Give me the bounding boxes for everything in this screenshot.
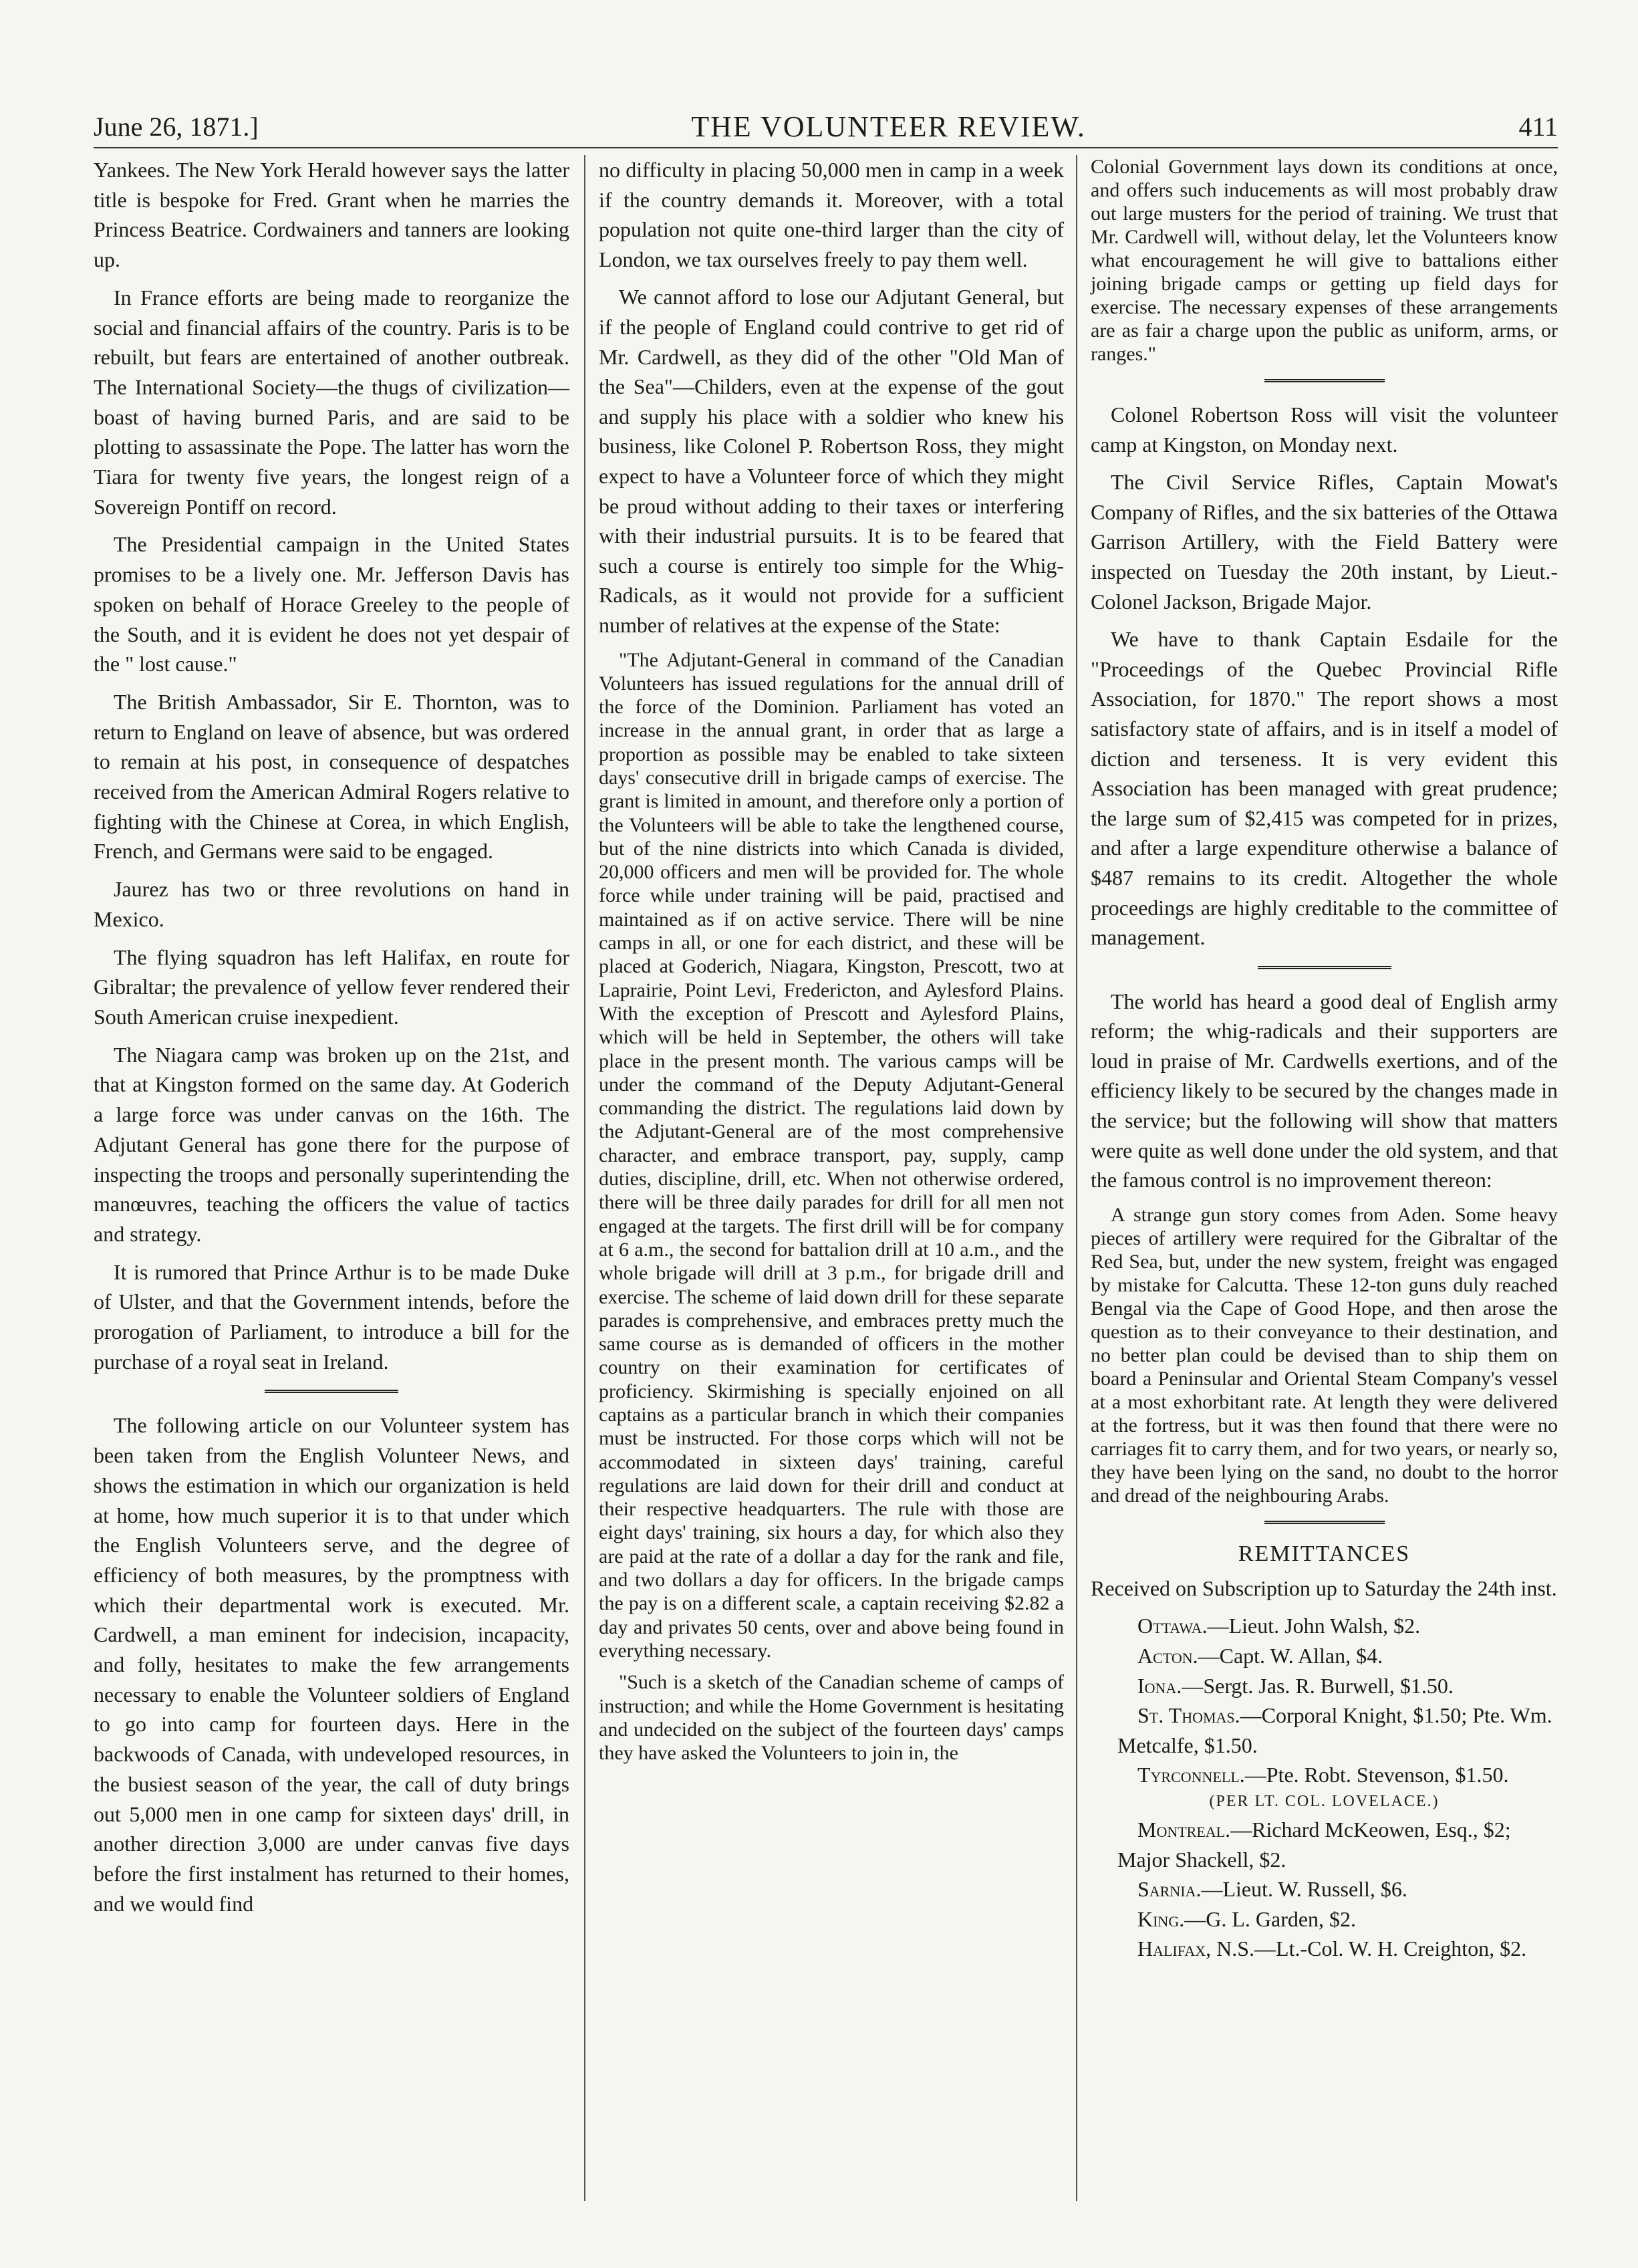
- remittance-place: King.: [1137, 1906, 1185, 1931]
- remittance-detail: —Richard McKeowen, Esq., $2; Major Shackell, $2.: [1117, 1817, 1511, 1872]
- paragraph: We have to thank Captain Esdaile for the "Proceedings of the Quebec Provincial Rifle Association, for 1870." The report shows a most satisfactory state of affairs, and is in itself a model of diction and terseness. It is very evident this Association has been managed with great prudence; the large sum of $2,415 was competed for in prizes, and after a large expenditure otherwise a balance of $487 remains to its credit. Altogether the whole proceedings are highly creditable to the committee of management.: [1091, 627, 1558, 950]
- remittance-detail: —Lieut. John Walsh, $2.: [1207, 1614, 1421, 1638]
- remittance-entry: [1091, 1874, 1558, 1904]
- remittance-entry: [1091, 1760, 1558, 1790]
- column-2: [584, 155, 1076, 2201]
- paragraph: The world has heard a good deal of English army reform; the whig-radicals and their supporters are loud in praise of Mr. Cardwells exertions, and of the efficiency likely to be secured by the changes made in the service; but the following will show that matters were quite as well done under the old system, and that the famous control is no improvement thereon:: [1091, 989, 1558, 1192]
- paragraph: In France efforts are being made to reorganize the social and financial affairs of the country. Paris is to be rebuilt, but fears are entertained of another outbreak. The International Society—the thugs of civilization—boast of having burned Paris, and are said to be plotting to assassinate the Pope. The latter has worn the Tiara for twenty five years, the longest reign of a Sovereign Pontiff on record.: [94, 285, 569, 519]
- section-divider: [1264, 379, 1385, 382]
- remittances-subheading: (PER LT. COL. LOVELACE.): [1209, 1793, 1440, 1810]
- article-columns: [94, 155, 1558, 2201]
- remittance-detail: —Capt. W. Allan, $4.: [1198, 1644, 1383, 1668]
- paragraph: Yankees. The New York Herald however says the latter title is bespoke for Fred. Grant when he marries the Princess Beatrice. Cordwainers and tanners are looking up.: [94, 158, 569, 272]
- issue-date: June 26, 1871.]: [94, 111, 259, 142]
- section-divider: [1264, 1521, 1385, 1524]
- quoted-paragraph: "Such is a sketch of the Canadian scheme of camps of instruction; and while the Home Government is hesitating and undecided on the subject of the fourteen days' camps they have asked the Volunteers to join in, the: [599, 1671, 1064, 1765]
- section-divider: [1258, 966, 1391, 969]
- page-number: 411: [1518, 111, 1558, 142]
- remittance-place: Acton.: [1137, 1644, 1198, 1668]
- remittances-section: [1091, 1541, 1558, 1964]
- remittance-detail: —Sergt. Jas. R. Burwell, $1.50.: [1182, 1673, 1454, 1698]
- paragraph: The flying squadron has left Halifax, en route for Gibraltar; the prevalence of yellow fever rendered their South American cruise inexpedient.: [94, 944, 569, 1029]
- paragraph: We cannot afford to lose our Adjutant General, but if the people of England could contrive to get rid of Mr. Cardwell, as they did of the other "Old Man of the Sea"—Childers, even at the expense of the gout and supply his place with a soldier who knew his business, like Colonel P. Robertson Ross, they might expect to have a Volunteer force of which they might be proud without adding to their taxes or interfering with their industrial pursuits. It is to be feared that such a course is entirely too simple for the Whig-Radicals, as it would not provide for a sufficient number of relatives at the expense of the State:: [599, 285, 1064, 637]
- masthead-title: THE VOLUNTEER REVIEW.: [691, 110, 1086, 143]
- remittances-title: REMITTANCES: [1238, 1541, 1411, 1566]
- remittance-place: Iona.: [1137, 1673, 1182, 1698]
- remittance-entry: [1091, 1700, 1558, 1760]
- remittance-detail: —Pte. Robt. Stevenson, $1.50.: [1244, 1763, 1509, 1787]
- quoted-paragraph: Colonial Government lays down its conditions at once, and offers such inducements as will most probably draw out large musters for the period of training. We trust that Mr. Cardwell will, without delay, let the Volunteers know what encouragement he will give to battalions either joining brigade camps or getting up field days for exercise. The necessary expenses of these arrangements are as fair a charge upon the public as uniform, arms, or ranges.": [1091, 156, 1558, 365]
- remittances-list: [1091, 1611, 1558, 1964]
- paragraph: Jaurez has two or three revolutions on hand in Mexico.: [94, 877, 569, 931]
- remittance-place: Sarnia.: [1137, 1877, 1202, 1902]
- remittance-entry: [1091, 1641, 1558, 1671]
- paragraph: The following article on our Volunteer system has been taken from the English Volunteer News, and shows the estimation in which our organization is held at home, how much superior it is to that under which the English Volunteers serve, and the degree of efficiency of both measures, by the promptness with which their departmental work is executed. Mr. Cardwell, a man eminent for indecision, incapacity, and folly, hesitates to make the few arrangements necessary to enable the Volunteer soldiers of England to go into camp for fourteen days. Here in the backwoods of Canada, with undeveloped resources, in the busiest season of the year, the call of duty brings out 5,000 men in one camp for sixteen days' drill, in another direction 3,000 are under canvas five days before the first instalment has returned to their homes, and we would find: [94, 1413, 569, 1916]
- paragraph: Colonel Robertson Ross will visit the volunteer camp at Kingston, on Monday next.: [1091, 402, 1558, 457]
- column-3: [1076, 155, 1558, 2201]
- column-1: [94, 155, 584, 2201]
- remittance-place: Tyrconnell.: [1137, 1763, 1245, 1787]
- remittance-entry: [1091, 1815, 1558, 1874]
- remittance-detail: —Corporal Knight, $1.50; Pte. Wm. Metcalfe, $1.50.: [1117, 1703, 1552, 1757]
- paragraph: no difficulty in placing 50,000 men in camp in a week if the country demands it. Moreover, with a total population not quite one-third larger than the city of London, we tax ourselves freely to pay them well.: [599, 158, 1064, 271]
- section-divider: [265, 1390, 398, 1393]
- quoted-paragraph: A strange gun story comes from Aden. Some heavy pieces of artillery were required for the Gibraltar of the Red Sea, but, under the new system, freight was engaged by mistake for Calcutta. These 12-ton guns duly reached Bengal via the Cape of Good Hope, and then arose the question as to their conveyance to their destination, and no better plan could be devised than to ship them on board a Peninsular and Oriental Steam Company's vessel at a most exhorbitant rate. At length they were delivered at the fortress, but it was then found that there were no carriages fit to carry them, and for two years, or nearly so, they have been lying on the sand, no doubt to the horror and dread of the neighbouring Arabs.: [1091, 1203, 1558, 1507]
- remittance-entry: [1091, 1671, 1558, 1701]
- remittance-place: Ottawa.: [1137, 1614, 1208, 1638]
- remittance-place: Halifax, N.S.: [1137, 1936, 1255, 1961]
- remittance-place: Montreal.: [1137, 1817, 1231, 1842]
- paragraph: It is rumored that Prince Arthur is to be made Duke of Ulster, and that the Government intends, before the prorogation of Parliament, to introduce a bill for the purchase of a royal seat in Ireland.: [94, 1259, 569, 1374]
- remittance-detail: —Lt.-Col. W. H. Creighton, $2.: [1254, 1936, 1527, 1961]
- remittance-entry: [1091, 1904, 1558, 1934]
- remittance-detail: —G. L. Garden, $2.: [1184, 1906, 1357, 1931]
- remittance-entry: [1091, 1611, 1558, 1641]
- remittance-place: St. Thomas.: [1137, 1703, 1240, 1728]
- quoted-paragraph: "The Adjutant-General in command of the Canadian Volunteers has issued regulations for the annual drill of the force of the Dominion. Parliament has voted an increase in the annual grant, in order that as large a proportion as possible may be enabled to take sixteen days' consecutive drill in brigade camps of exercise. The grant is limited in amount, and therefore only a portion of the Volunteers will be able to take the lengthened course, but of the nine districts into which Canada is divided, 20,000 officers and men will be provided for. The whole force while under training will be paid, practised and maintained as if on active service. There will be nine camps in all, or one for each district, and these will be placed at Goderich, Niagara, Kingston, Prescott, two at Laprairie, Point Levi, Fredericton, and Aylesford Plains. With the exception of Prescott and Aylesford Plains, which will be held in September, the others will take place in the present month. The various camps will be under the command of the Deputy Adjutant-General commanding the district. The regulations laid down by the Adjutant-General are of the most comprehensive character, and embrace transport, pay, supply, camp duties, discipline, drill, etc. When not otherwise ordered, there will be three daily parades for drill for all men not engaged at the targets. The first drill will be for company at 6 a.m., the second for battalion drill at 10 a.m., and the whole brigade will drill at 3 p.m., for brigade drill and exercise. The scheme of laid down drill for these separate parades is comprehensive, and embraces pretty much the same course as is demanded of officers in the mother country on their examination for certificates of proficiency. Skirmishing is specially enjoined on all captains as a particular branch in which their companies must be instructed. For those corps which will not be accommodated in sixteen days' training, careful regulations are laid down for their drill and conduct at their respective headquarters. The rule with those are eight days' training, six hours a day, for which also they are paid at the rate of a dollar a day for the rank and file, and two dollars a day for officers. In the brigade camps the pay is on a different scale, a captain receiving $2.82 a day and privates 50 cents, over and above being found in everything necessary.: [599, 648, 1064, 1662]
- paragraph: The Niagara camp was broken up on the 21st, and that at Kingston formed on the same day. At Goderich a large force was under canvas on the 16th. The Adjutant General has gone there for the purpose of inspecting the troops and personally superintending the manœuvres, teaching the officers the value of tactics and strategy.: [94, 1042, 569, 1246]
- paragraph: The British Ambassador, Sir E. Thornton, was to return to England on leave of absence, but was ordered to remain at his post, in consequence of despatches received from the American Admiral Rogers relative to fighting with the Chinese at Corea, in which English, French, and Germans were said to be engaged.: [94, 689, 569, 864]
- paragraph: The Civil Service Rifles, Captain Mowat's Company of Rifles, and the six batteries of the Ottawa Garrison Artillery, with the Field Battery were inspected on Tuesday the 20th instant, by Lieut.-Colonel Jackson, Brigade Major.: [1091, 470, 1558, 614]
- page-header: [94, 106, 1558, 148]
- remittances-intro: Received on Subscription up to Saturday the 24th inst.: [1091, 1576, 1557, 1600]
- paragraph: The Presidential campaign in the United States promises to be a lively one. Mr. Jefferson Davis has spoken on behalf of Horace Greeley to the people of the South, and it is evident he does not yet despair of the " lost cause.": [94, 532, 569, 676]
- remittance-detail: —Lieut. W. Russell, $6.: [1201, 1877, 1407, 1902]
- remittance-entry: [1091, 1934, 1558, 1964]
